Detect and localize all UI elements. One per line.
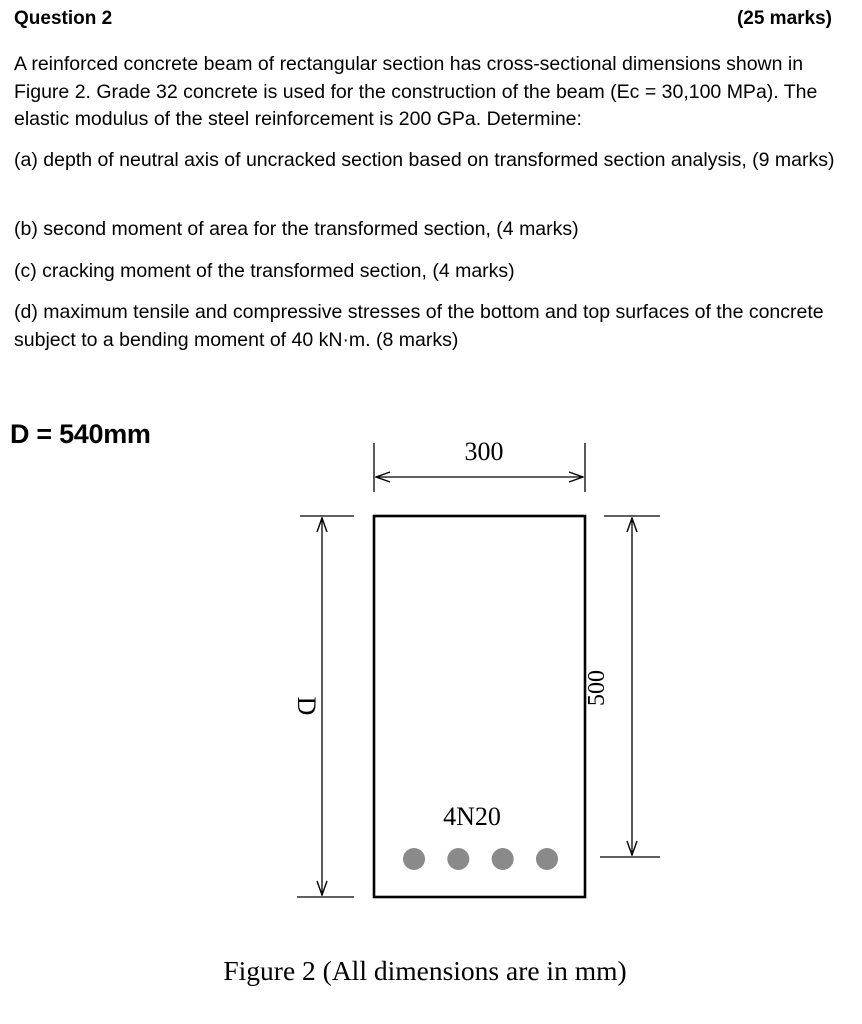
depth-label: D (292, 696, 321, 716)
part-c: (c) cracking moment of the transformed section, (4 marks) (14, 260, 515, 282)
figure-caption: Figure 2 (All dimensions are in mm) (223, 955, 627, 986)
reinforcement-bar (447, 848, 469, 870)
question-intro: A reinforced concrete beam of rectangular section has cross-sectional dimensions shown in Figure 2. Grade 32 concrete is used for the construction of the beam (Ec = 30,100 MPa). The elastic modulus of the steel reinforcement is 200 GPa. Determine: (14, 53, 818, 130)
part-d: (d) maximum tensile and compressive stresses of the bottom and top surfaces of the concrete subject to a bending moment of 40 kN·m. (8 marks) (14, 301, 824, 351)
part-a: (a) depth of neutral axis of uncracked section based on transformed section analysis, (9 marks) (14, 149, 835, 171)
part-b: (b) second moment of area for the transformed section, (4 marks) (14, 218, 579, 240)
reinforcement-bar (536, 848, 558, 870)
reinforcement-bar (492, 848, 514, 870)
reinforcement-bars (403, 848, 558, 870)
reinforcement-bar (403, 848, 425, 870)
effective-depth-label: 500 (584, 670, 610, 706)
question-marks: (25 marks) (736, 8, 832, 29)
width-label: 300 (464, 437, 504, 466)
overall-depth-dimension (292, 516, 354, 897)
beam-outline (374, 516, 585, 897)
question-title: Question 2 (14, 8, 113, 29)
width-dimension (374, 437, 585, 492)
reinforcement-label: 4N20 (443, 802, 501, 831)
effective-depth-dimension (584, 516, 660, 857)
given-depth-value: D = 540mm (10, 419, 151, 449)
